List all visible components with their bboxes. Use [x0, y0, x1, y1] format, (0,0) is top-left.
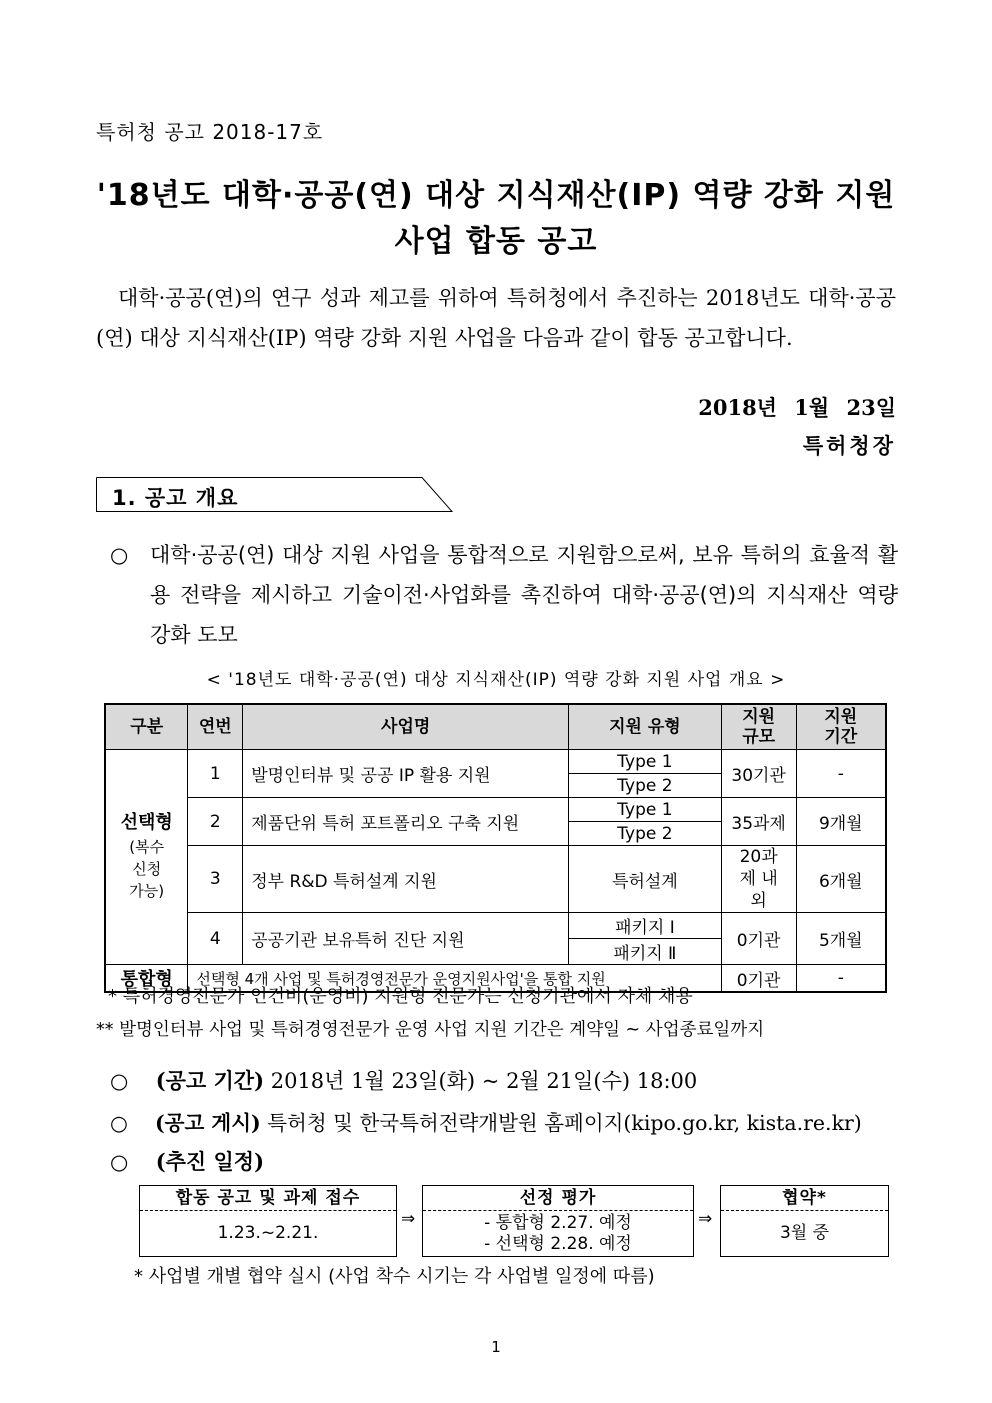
row-type: Type 2 — [569, 774, 722, 798]
section1-title: 1. 공고 개요 — [112, 486, 239, 510]
row-period: 9개월 — [796, 798, 886, 846]
group-label: 선택형 — [120, 812, 173, 833]
section1-bullet — [110, 535, 900, 660]
page-number: 1 — [491, 1338, 501, 1356]
step-title: 협약* — [721, 1186, 888, 1211]
plan-line — [110, 1146, 264, 1176]
row-scale: 0기관 — [721, 913, 796, 965]
table-header: 지원 기간 — [796, 704, 886, 750]
plan-label: (추진 일정) — [155, 1149, 265, 1174]
table-row — [105, 913, 886, 939]
step-body-line: - 통합형 2.27. 예정 — [484, 1213, 632, 1233]
table-header-row — [105, 704, 886, 750]
bullet-mark: ○ — [110, 1150, 129, 1174]
schedule-step-2 — [422, 1185, 694, 1257]
posting-line — [110, 1106, 862, 1136]
notice-number: 특허청 공고 2018-17호 — [96, 120, 324, 144]
row-scale: 20과제 내외 — [721, 846, 796, 913]
row-name: 제품단위 특허 포트폴리오 구축 지원 — [243, 798, 569, 846]
issuer: 특허청장 — [802, 433, 896, 458]
table-header: 연번 — [188, 704, 243, 750]
integrated-desc: 선택형 4개 사업 및 특허경영전문가 운영지원사업'을 통합 지원 — [188, 965, 721, 993]
row-no: 2 — [188, 798, 243, 846]
row-type: 패키지 Ⅰ — [569, 913, 722, 939]
row-type: 패키지 Ⅱ — [569, 939, 722, 965]
integrated-period: - — [796, 965, 886, 993]
table-caption: < '18년도 대학·공공(연) 대상 지식재산(IP) 역량 강화 지원 사업 개요 > — [206, 670, 786, 690]
schedule-step-1 — [139, 1185, 397, 1257]
row-no: 4 — [188, 913, 243, 965]
period-value: 2018년 1월 23일(화) ~ 2월 21일(수) 18:00 — [270, 1069, 698, 1093]
step-title: 선정 평가 — [423, 1186, 693, 1211]
table-header: 사업명 — [243, 704, 569, 750]
group-cell — [105, 750, 188, 965]
row-period: 5개월 — [796, 913, 886, 965]
row-scale: 35과제 — [721, 798, 796, 846]
group-sub: (복수 신청 가능) — [129, 838, 165, 900]
posting-label: (공고 게시) — [154, 1111, 261, 1135]
row-no: 3 — [188, 846, 243, 913]
table-row — [105, 846, 886, 913]
schedule-step-3 — [720, 1185, 889, 1257]
row-type: Type 1 — [569, 798, 722, 822]
arrow-icon: ⇒ — [698, 1209, 713, 1229]
row-name: 정부 R&D 특허설계 지원 — [243, 846, 569, 913]
program-table — [104, 703, 887, 993]
row-period: 6개월 — [796, 846, 886, 913]
row-name: 발명인터뷰 및 공공 IP 활용 지원 — [243, 750, 569, 798]
row-scale: 30기관 — [721, 750, 796, 798]
row-name: 공공기관 보유특허 진단 지원 — [243, 913, 569, 965]
period-label: (공고 기간) — [155, 1068, 265, 1093]
page-title-line2: 사업 합동 공고 — [394, 224, 598, 259]
page-title-line1: '18년도 대학·공공(연) 대상 지식재산(IP) 역량 강화 지원 — [96, 178, 896, 213]
integrated-scale: 0기관 — [721, 965, 796, 993]
row-type: 특허설계 — [569, 846, 722, 913]
table-row — [105, 798, 886, 822]
step-body — [423, 1211, 693, 1255]
row-type: Type 1 — [569, 750, 722, 774]
intro-paragraph — [96, 278, 896, 358]
step-body: 1.23.~2.21. — [217, 1223, 319, 1243]
step-body-line: - 선택형 2.28. 예정 — [484, 1234, 632, 1254]
posting-value: 특허청 및 한국특허전략개발원 홈페이지(kipo.go.kr, kista.re.kr) — [267, 1111, 862, 1135]
bullet-mark: ○ — [110, 1111, 128, 1135]
step-body: 3월 중 — [779, 1223, 830, 1243]
step-title: 합동 공고 및 과제 접수 — [140, 1186, 396, 1211]
schedule-footnote: * 사업별 개별 협약 실시 (사업 착수 시기는 각 사업별 일정에 따름) — [134, 1266, 655, 1287]
table-header: 지원 규모 — [721, 704, 796, 750]
bullet-mark: ○ — [110, 543, 129, 567]
period-line — [110, 1065, 697, 1095]
intro-text: 대학·공공(연)의 연구 성과 제고를 위하여 특허청에서 추진하는 2018년도 대학·공공(연) 대상 지식재산(IP) 역량 강화 지원 사업을 다음과 같이 합동 공고합니다. — [96, 286, 896, 350]
footnote-2: ** 발명인터뷰 사업 및 특허경영전문가 운영 사업 지원 기간은 계약일 ~ 사업종료일까지 — [96, 1020, 765, 1040]
footnote-1: * 특허경영전문가 인건비(운영비) 지원형 전문가는 신청기관에서 자체 채용 — [108, 986, 693, 1007]
integrated-label: 통합형 — [105, 965, 188, 993]
bullet-mark: ○ — [110, 1069, 129, 1093]
bullet-text: 대학·공공(연) 대상 지원 사업을 통합적으로 지원함으로써, 보유 특허의 효율적 활용 전략을 제시하고 기술이전·사업화를 촉진하여 대학·공공(연)의 지식재산 역량 강화 도모 — [150, 543, 898, 647]
table-header: 구분 — [105, 704, 188, 750]
row-period: - — [796, 750, 886, 798]
row-type: Type 2 — [569, 822, 722, 846]
table-row — [105, 750, 886, 774]
table-header: 지원 유형 — [569, 704, 722, 750]
announcement-date: 2018년 1월 23일 — [698, 395, 896, 420]
arrow-icon: ⇒ — [401, 1209, 416, 1229]
row-no: 1 — [188, 750, 243, 798]
